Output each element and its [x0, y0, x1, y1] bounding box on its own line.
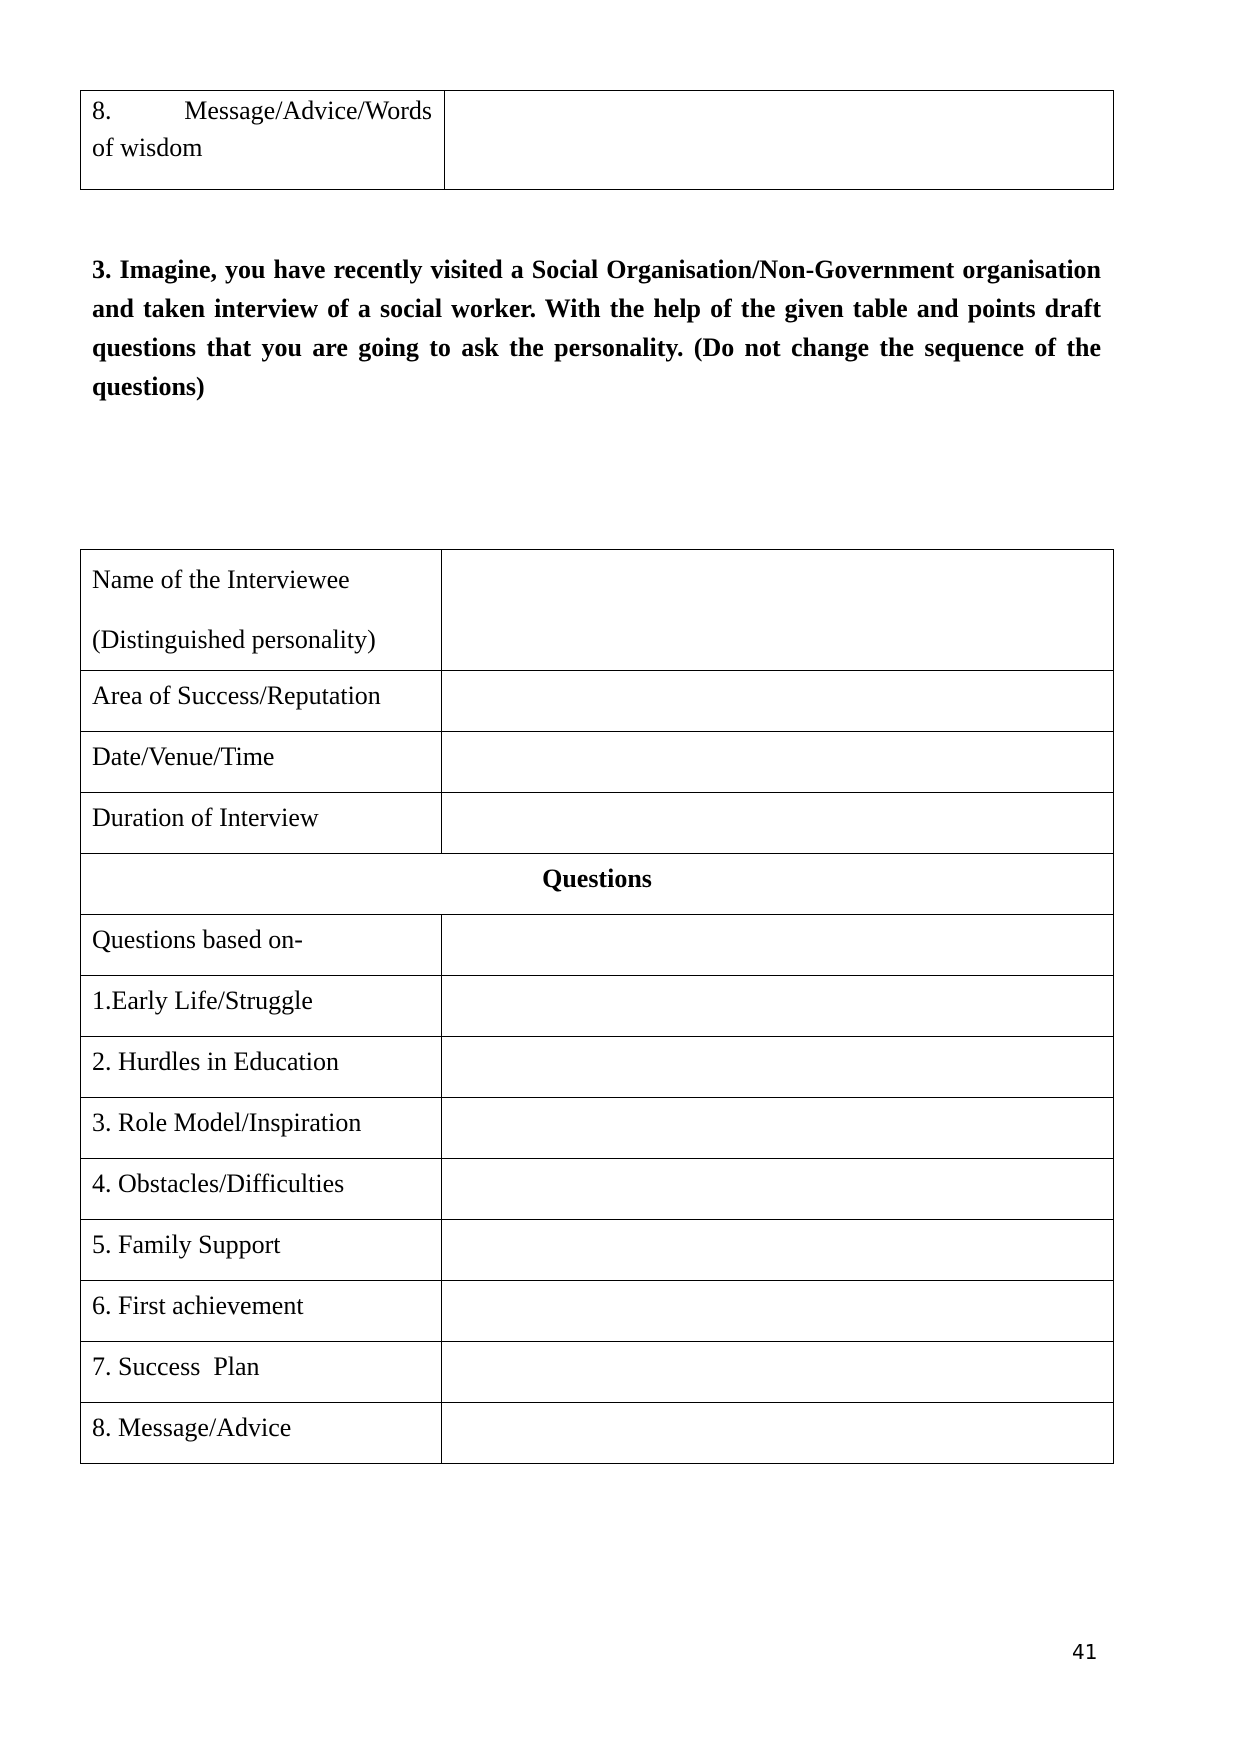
question-row-label: 5. Family Support [92, 1230, 281, 1259]
table-row [81, 976, 1114, 1037]
duration-answer-cell[interactable] [442, 793, 1114, 854]
message-label-cell [81, 91, 445, 190]
question-row-label: 2. Hurdles in Education [92, 1047, 339, 1076]
message-answer[interactable] [445, 91, 1113, 97]
question-row-label: 1.Early Life/Struggle [92, 986, 313, 1015]
question-answer-cell[interactable] [442, 1159, 1114, 1220]
question-answer-cell[interactable] [442, 1403, 1114, 1464]
interview-table [80, 549, 1114, 1464]
interviewee-label-line2: (Distinguished personality) [92, 625, 376, 654]
questions-header: Questions [542, 864, 652, 893]
question-answer-cell[interactable] [442, 1037, 1114, 1098]
message-label [81, 91, 444, 166]
question-answer-cell[interactable] [442, 976, 1114, 1037]
date-venue-time-answer-cell[interactable] [442, 732, 1114, 793]
interviewee-answer-cell[interactable] [442, 550, 1114, 671]
question-row-label: 7. Success Plan [92, 1352, 260, 1381]
table-row [81, 1342, 1114, 1403]
area-of-success-label: Area of Success/Reputation [92, 681, 381, 710]
duration-label: Duration of Interview [92, 803, 319, 832]
table-row [81, 1037, 1114, 1098]
question-answer-cell[interactable] [442, 1098, 1114, 1159]
table-row [81, 854, 1114, 915]
message-label-line1: 8. Message/Advice/Words [92, 96, 432, 125]
question-answer-cell[interactable] [442, 1220, 1114, 1281]
table-row [81, 1403, 1114, 1464]
page-number: 41 [1072, 1640, 1098, 1664]
questions-header-cell [81, 854, 1114, 915]
table-row [81, 1220, 1114, 1281]
table-row [81, 1098, 1114, 1159]
table-row [81, 732, 1114, 793]
table-row [81, 1159, 1114, 1220]
question-row-label: 3. Role Model/Inspiration [92, 1108, 362, 1137]
question-answer-cell[interactable] [442, 1342, 1114, 1403]
question-row-label: 4. Obstacles/Difficulties [92, 1169, 345, 1198]
question-prompt: 3. Imagine, you have recently visited a Social Organisation/Non-Government organisation and taken interview of a social worker. With the help of the given table and points draft questions that you are going to ask the personality. (Do not change the sequence of the questions) [92, 255, 1101, 401]
question-row-label: 8. Message/Advice [92, 1413, 292, 1442]
table-row [81, 91, 1114, 190]
interviewee-label-cell [81, 550, 442, 671]
message-label-line2: of wisdom [92, 133, 203, 162]
interviewee-label [81, 550, 441, 670]
date-venue-time-label: Date/Venue/Time [92, 742, 275, 771]
question-row-label: 6. First achievement [92, 1291, 304, 1320]
top-table [80, 90, 1114, 190]
table-row [81, 915, 1114, 976]
question-answer-cell[interactable] [442, 1281, 1114, 1342]
question-answer-cell[interactable] [442, 915, 1114, 976]
message-answer-cell[interactable] [445, 91, 1114, 190]
interviewee-label-line1: Name of the Interviewee [92, 565, 350, 594]
table-row [81, 671, 1114, 732]
table-row [81, 550, 1114, 671]
question-row-label: Questions based on- [92, 925, 303, 954]
area-of-success-answer-cell[interactable] [442, 671, 1114, 732]
table-row [81, 793, 1114, 854]
table-row [81, 1281, 1114, 1342]
